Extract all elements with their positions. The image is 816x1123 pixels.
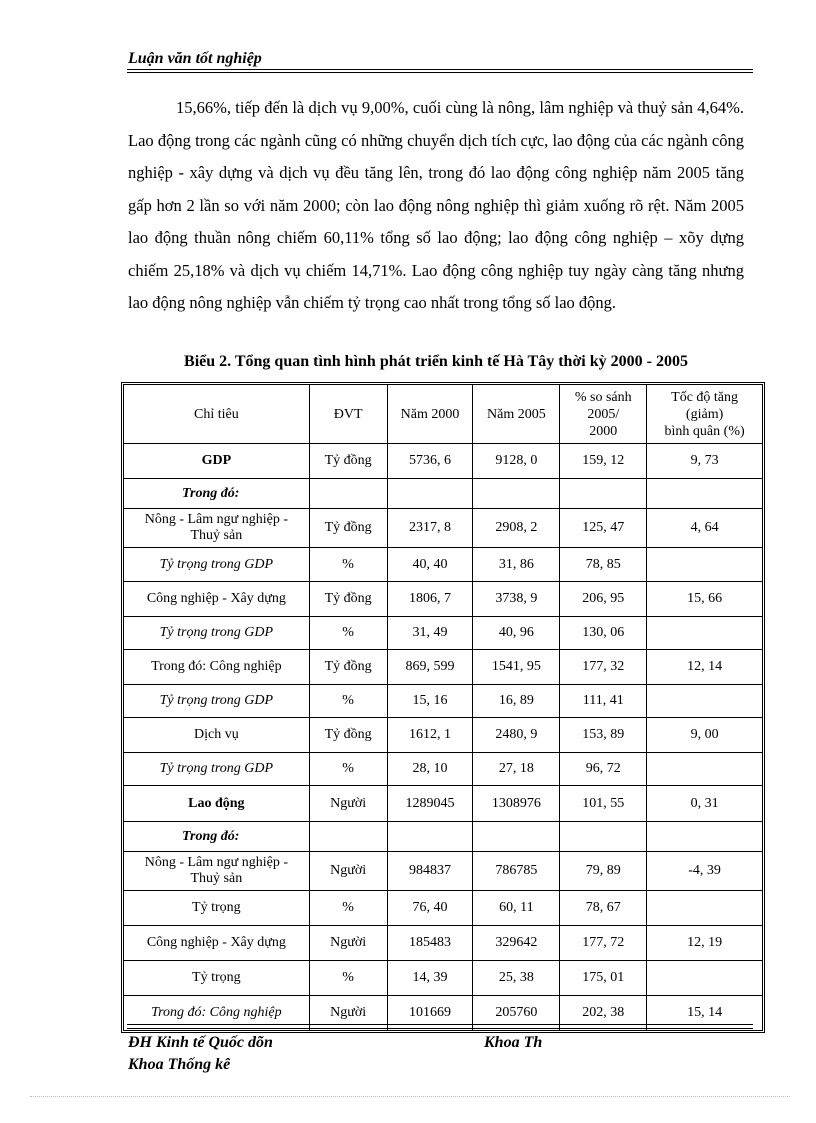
cell-y2005: 60, 11 xyxy=(473,891,560,926)
cell-growth: 12, 14 xyxy=(647,650,763,685)
table-header-row xyxy=(124,385,763,444)
row-label-line2: Thuỷ sản xyxy=(190,871,243,886)
row-label: Tỷ trọng trong GDP xyxy=(159,625,274,640)
cell-y2000: 1612, 1 xyxy=(387,718,473,753)
row-label: Công nghiệp - Xây dựng xyxy=(146,591,286,606)
cell-label xyxy=(124,822,310,852)
cell-growth: 4, 64 xyxy=(647,509,763,548)
cell-y2005: 31, 86 xyxy=(473,548,560,582)
row-label: Lao động xyxy=(188,795,245,811)
cell-growth xyxy=(647,685,763,718)
cell-y2005: 9128, 0 xyxy=(473,444,560,479)
cell-y2005 xyxy=(473,822,560,852)
table-row xyxy=(124,582,763,617)
cell-unit xyxy=(309,822,387,852)
cell-y2005: 27, 18 xyxy=(473,753,560,786)
cell-unit: % xyxy=(309,961,387,996)
cell-unit xyxy=(309,479,387,509)
cell-unit: % xyxy=(309,753,387,786)
table-body xyxy=(124,444,763,1031)
row-label: Tỷ trọng xyxy=(192,900,241,915)
cell-label xyxy=(124,685,310,718)
cell-compare: 177, 32 xyxy=(560,650,647,685)
cell-compare: 130, 06 xyxy=(560,617,647,650)
footer-university: ĐH Kinh tế Quốc dõn xyxy=(128,1034,273,1051)
cell-unit: Tỷ đồng xyxy=(309,582,387,617)
cell-growth xyxy=(647,753,763,786)
cell-compare: 79, 89 xyxy=(560,852,647,891)
body-paragraph xyxy=(128,92,744,320)
cell-unit: Người xyxy=(309,926,387,961)
cell-label xyxy=(124,852,310,891)
cell-compare: 206, 95 xyxy=(560,582,647,617)
cell-unit: % xyxy=(309,891,387,926)
page-header-title: Luận văn tốt nghiệp xyxy=(128,50,262,67)
cell-unit: % xyxy=(309,548,387,582)
cell-label xyxy=(124,650,310,685)
table-row xyxy=(124,479,763,509)
header-compare xyxy=(560,385,647,444)
footer-faculty: Khoa Thống kê xyxy=(128,1056,231,1073)
header-indicator: Chỉ tiêu xyxy=(124,385,310,444)
cell-y2000: 15, 16 xyxy=(387,685,473,718)
cell-y2000: 76, 40 xyxy=(387,891,473,926)
cell-y2000 xyxy=(387,479,473,509)
cell-y2005: 3738, 9 xyxy=(473,582,560,617)
cell-growth xyxy=(647,961,763,996)
cell-y2000: 40, 40 xyxy=(387,548,473,582)
cell-y2005: 329642 xyxy=(473,926,560,961)
cell-y2005: 40, 96 xyxy=(473,617,560,650)
cell-label xyxy=(124,617,310,650)
cell-label xyxy=(124,479,310,509)
table-row xyxy=(124,509,763,548)
cell-compare: 96, 72 xyxy=(560,753,647,786)
cell-compare: 202, 38 xyxy=(560,996,647,1031)
cell-compare: 153, 89 xyxy=(560,718,647,753)
table-row xyxy=(124,753,763,786)
table-row xyxy=(124,961,763,996)
cell-y2005: 1541, 95 xyxy=(473,650,560,685)
cell-compare xyxy=(560,479,647,509)
cell-growth: 15, 14 xyxy=(647,996,763,1031)
paragraph-text: 15,66%, tiếp đến là dịch vụ 9,00%, cuối cùng là nông, lâm nghiệp và thuỷ sản 4,64%. Lao động trong các ngành cũng có những chuyển dịch tích cực, lao động của các ngành công nghiệp - xây dựng và dịch vụ đều tăng lên, trong đó lao động công nghiệp năm 2005 tăng gấp hơn 2 lần so với năm 2000; còn lao động nông nghiệp thì giảm xuống rõ rệt. Năm 2005 lao động thuần nông chiếm 60,11% tổng số lao động; lao động công nghiệp – xõy dựng chiếm 25,18% và dịch vụ chiếm 14,71%. Lao động công nghiệp tuy ngày càng tăng nhưng lao động nông nghiệp vẫn chiếm tỷ trọng cao nhất trong tổng số lao động. xyxy=(128,98,744,312)
cell-y2000: 984837 xyxy=(387,852,473,891)
cell-label xyxy=(124,444,310,479)
cell-y2000: 1289045 xyxy=(387,786,473,822)
header-growth-line2: (giảm) xyxy=(685,406,724,422)
cell-y2000: 869, 599 xyxy=(387,650,473,685)
cell-y2005: 1308976 xyxy=(473,786,560,822)
row-label: Tỷ trọng trong GDP xyxy=(159,761,274,776)
cell-unit: Tỷ đồng xyxy=(309,650,387,685)
header-growth-line1: Tốc độ tăng xyxy=(671,389,739,405)
cell-compare: 175, 01 xyxy=(560,961,647,996)
cell-growth xyxy=(647,548,763,582)
cell-y2005: 2480, 9 xyxy=(473,718,560,753)
table-row xyxy=(124,548,763,582)
cell-y2000 xyxy=(387,822,473,852)
header-rule-top xyxy=(127,69,753,70)
header-growth-line3: bình quân (%) xyxy=(664,423,745,439)
cell-compare: 159, 12 xyxy=(560,444,647,479)
row-label: Trong đó: Công nghiệp xyxy=(151,1005,282,1020)
header-compare-line3: 2000 xyxy=(589,423,618,439)
cell-compare: 125, 47 xyxy=(560,509,647,548)
cell-unit: % xyxy=(309,617,387,650)
row-label: Trong đó: xyxy=(182,485,240,501)
cell-y2000: 101669 xyxy=(387,996,473,1031)
table-row xyxy=(124,852,763,891)
row-label: Tỷ trọng xyxy=(192,970,241,985)
cell-growth xyxy=(647,891,763,926)
cell-unit: Người xyxy=(309,786,387,822)
cell-y2000: 2317, 8 xyxy=(387,509,473,548)
cell-compare xyxy=(560,822,647,852)
cell-growth xyxy=(647,822,763,852)
cell-y2005: 25, 38 xyxy=(473,961,560,996)
cell-growth: -4, 39 xyxy=(647,852,763,891)
cell-growth: 15, 66 xyxy=(647,582,763,617)
row-label: Tỷ trọng trong GDP xyxy=(159,556,274,572)
table-row xyxy=(124,718,763,753)
cell-label xyxy=(124,996,310,1031)
page-bottom-dotted-line xyxy=(30,1096,790,1097)
cell-growth: 12, 19 xyxy=(647,926,763,961)
row-label: Trong đó: Công nghiệp xyxy=(151,659,282,674)
cell-y2005: 205760 xyxy=(473,996,560,1031)
cell-unit: Người xyxy=(309,996,387,1031)
table-row xyxy=(124,617,763,650)
footer-rule-top xyxy=(127,1024,753,1025)
header-growth xyxy=(647,385,763,444)
cell-label xyxy=(124,718,310,753)
table-row xyxy=(124,650,763,685)
table-caption: Biểu 2. Tổng quan tình hình phát triển kinh tế Hà Tây thời kỳ 2000 - 2005 xyxy=(184,353,688,370)
row-label-line2: Thuỷ sản xyxy=(190,528,243,543)
cell-label xyxy=(124,753,310,786)
cell-y2005: 2908, 2 xyxy=(473,509,560,548)
cell-label xyxy=(124,961,310,996)
cell-y2000: 28, 10 xyxy=(387,753,473,786)
row-label: Nông - Lâm ngư nghiệp - xyxy=(144,855,288,870)
cell-label xyxy=(124,582,310,617)
cell-growth: 0, 31 xyxy=(647,786,763,822)
table-row xyxy=(124,685,763,718)
header-rule-bottom xyxy=(127,72,753,73)
header-unit: ĐVT xyxy=(309,385,387,444)
table-row xyxy=(124,786,763,822)
row-label: Tỷ trọng trong GDP xyxy=(159,693,274,708)
cell-y2000: 185483 xyxy=(387,926,473,961)
cell-label xyxy=(124,926,310,961)
table-row xyxy=(124,926,763,961)
cell-y2000: 14, 39 xyxy=(387,961,473,996)
cell-y2000: 1806, 7 xyxy=(387,582,473,617)
header-year-2000: Năm 2000 xyxy=(387,385,473,444)
table-row xyxy=(124,891,763,926)
cell-y2005: 16, 89 xyxy=(473,685,560,718)
cell-unit: Tỷ đồng xyxy=(309,718,387,753)
cell-compare: 111, 41 xyxy=(560,685,647,718)
row-label: GDP xyxy=(201,453,232,468)
cell-growth: 9, 73 xyxy=(647,444,763,479)
row-label: Trong đó: xyxy=(182,828,240,844)
cell-growth xyxy=(647,479,763,509)
cell-y2005 xyxy=(473,479,560,509)
cell-compare: 78, 67 xyxy=(560,891,647,926)
cell-label xyxy=(124,509,310,548)
footer-rule-bottom xyxy=(127,1028,753,1029)
cell-compare: 78, 85 xyxy=(560,548,647,582)
cell-unit: Tỷ đồng xyxy=(309,444,387,479)
header-year-2005: Năm 2005 xyxy=(473,385,560,444)
statistics-table xyxy=(123,384,763,1031)
cell-label xyxy=(124,548,310,582)
cell-y2000: 31, 49 xyxy=(387,617,473,650)
table-row xyxy=(124,822,763,852)
table-row xyxy=(124,996,763,1031)
row-label: Nông - Lâm ngư nghiệp - xyxy=(144,512,288,527)
cell-unit: % xyxy=(309,685,387,718)
header-compare-line2: 2005/ xyxy=(587,406,620,422)
cell-compare: 177, 72 xyxy=(560,926,647,961)
cell-growth: 9, 00 xyxy=(647,718,763,753)
cell-y2005: 786785 xyxy=(473,852,560,891)
cell-y2000: 5736, 6 xyxy=(387,444,473,479)
cell-growth xyxy=(647,617,763,650)
cell-label xyxy=(124,786,310,822)
row-label: Dịch vụ xyxy=(193,727,239,742)
cell-unit: Tỷ đồng xyxy=(309,509,387,548)
cell-label xyxy=(124,891,310,926)
header-compare-line1: % so sánh xyxy=(574,389,632,405)
row-label: Công nghiệp - Xây dựng xyxy=(146,935,286,950)
cell-unit: Người xyxy=(309,852,387,891)
footer-right: Khoa Th xyxy=(484,1034,543,1051)
cell-compare: 101, 55 xyxy=(560,786,647,822)
table-row xyxy=(124,444,763,479)
